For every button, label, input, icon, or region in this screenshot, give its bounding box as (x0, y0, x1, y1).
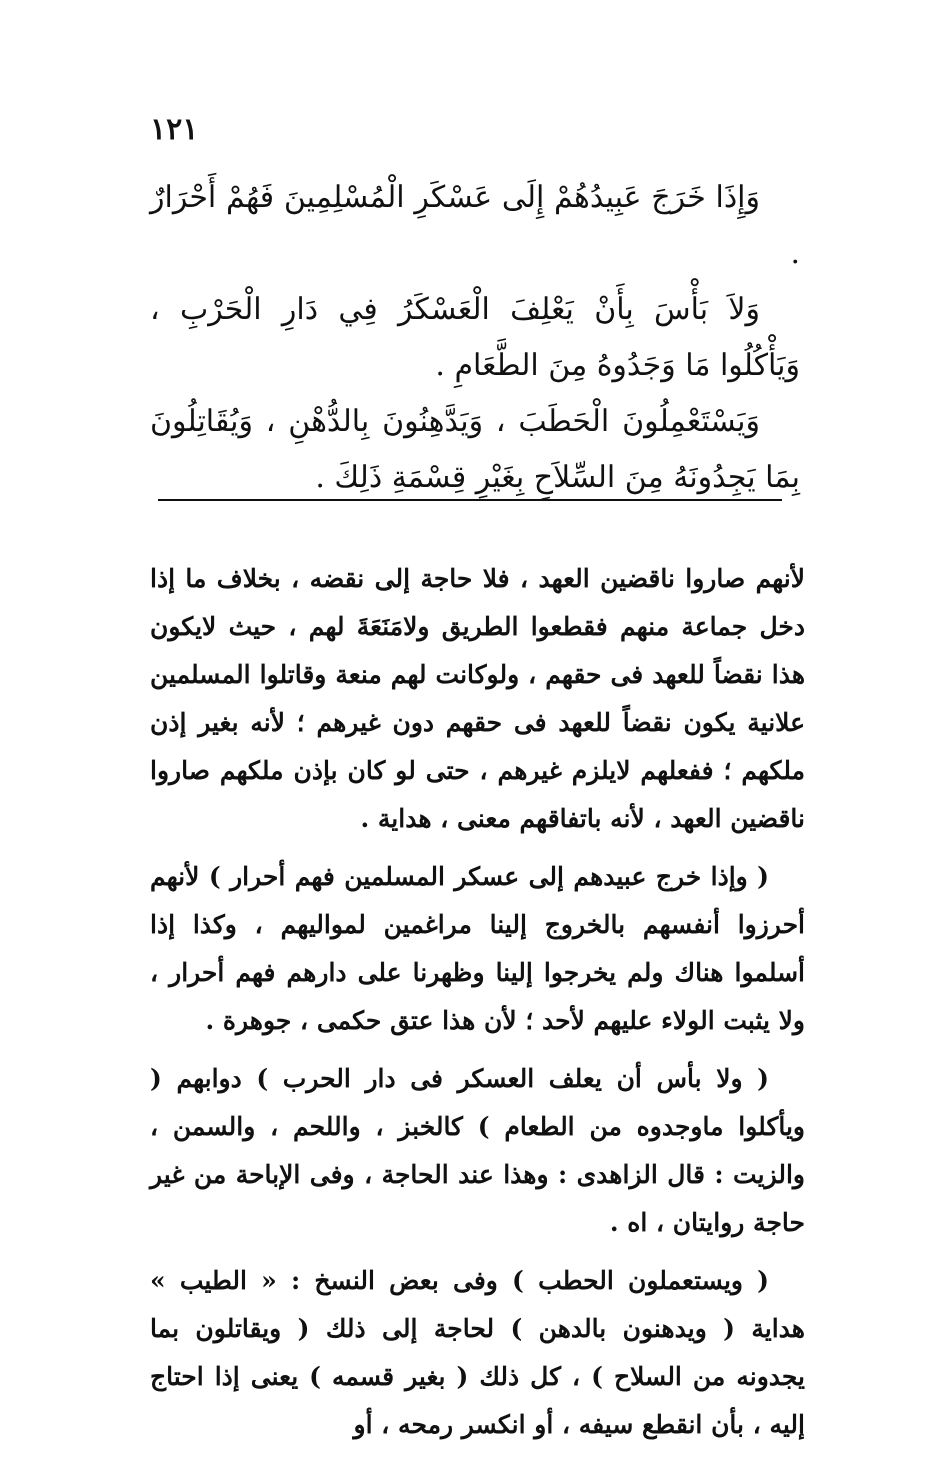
main-text-line: وَلاَ بَأْسَ بِأَنْ يَعْلِفَ الْعَسْكَرُ فِي دَارِ الْحَرْبِ ، وَيَأْكُلُوا مَا وَجَدُوهُ مِنَ الطَّعَامِ . (150, 292, 800, 383)
section-divider (158, 499, 782, 501)
commentary (150, 555, 805, 1459)
commentary-paragraph: لأنهم صاروا ناقضين العهد ، فلا حاجة إلى نقضه ، بخلاف ما إذا دخل جماعة منهم فقطعوا الطريق ولامَنَعَةَ لهم ، حيث لايكون هذا نقضاً للعهد فى حقهم ، ولوكانت لهم منعة وقاتلوا المسلمين علانية يكون نقضاً للعهد فى حقهم دون غيرهم ؛ لأنه بغير إذن ملكهم ؛ ففعلهم لايلزم غيرهم ، حتى لو كان بإذن ملكهم صاروا ناقضين العهد ، لأنه باتفاقهم معنى ، هداية . (150, 564, 805, 833)
commentary-paragraph: ( ويستعملون الحطب ) وفى بعض النسخ : « الطيب » هداية ( ويدهنون بالدهن ) لحاجة إلى ذلك ( ويقاتلون بما يجدونه من السلاح ) ، كل ذلك ( بغير قسمه ) يعنى إذا احتاج إليه ، بأن انقطع سيفه ، أو انكسر رمحه ، أو (150, 1266, 805, 1439)
main-text (150, 170, 800, 506)
main-text-line: وَإِذَا خَرَجَ عَبِيدُهُمْ إِلَى عَسْكَرِ الْمُسْلِمِينَ فَهُمْ أَحْرَارٌ . (150, 180, 800, 271)
commentary-paragraph: ( وإذا خرج عبيدهم إلى عسكر المسلمين فهم أحرار ) لأنهم أحرزوا أنفسهم بالخروج إلينا مراغمين لمواليهم ، وكذا إذا أسلموا هناك ولم يخرجوا إلينا وظهرنا على دارهم فهم أحرار ، ولا يثبت الولاء عليهم لأحد ؛ لأن هذا عتق حكمى ، جوهرة . (150, 862, 805, 1035)
commentary-paragraph: ( ولا بأس أن يعلف العسكر فى دار الحرب ) دوابهم ( ويأكلوا ماوجدوه من الطعام ) كالخبز ، واللحم ، والسمن ، والزيت : قال الزاهدى : وهذا عند الحاجة ، وفى الإباحة من غير حاجة روايتان ، اه . (150, 1064, 805, 1237)
main-text-line: وَيَسْتَعْمِلُونَ الْحَطَبَ ، وَيَدَّهِنُونَ بِالدُّهْنِ ، وَيُقَاتِلُونَ بِمَا يَجِدُونَهُ مِنَ السِّلاَحِ بِغَيْرِ قِسْمَةِ ذَلِكَ . (150, 404, 800, 495)
page-number: ١٢١ (150, 112, 199, 147)
